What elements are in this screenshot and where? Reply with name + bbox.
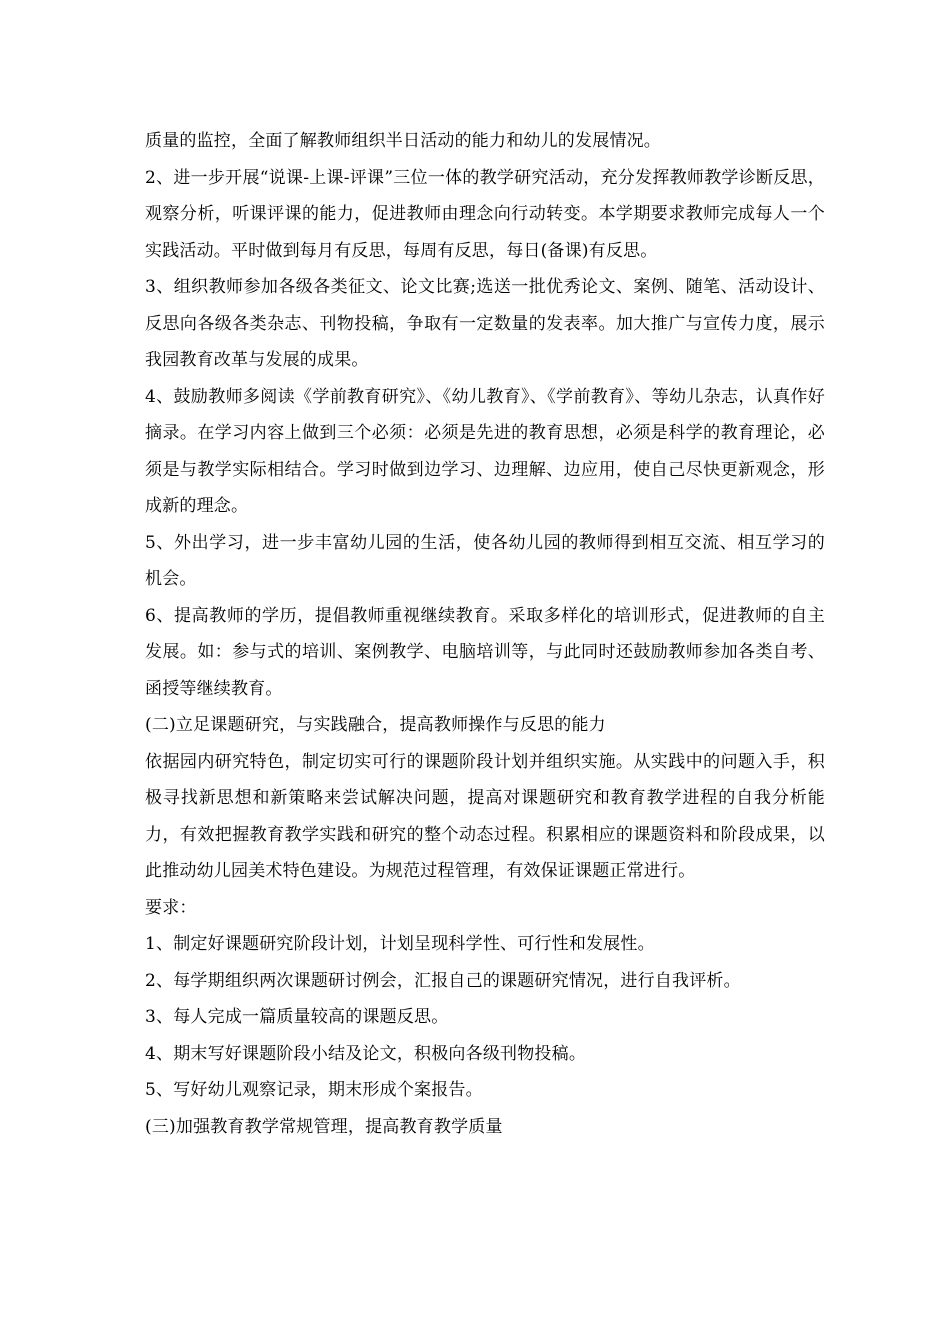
paragraph-3: 3、组织教师参加各级各类征文、论文比赛;选送一批优秀论文、案例、随笔、活动设计、反思向各级各类杂志、刊物投稿，争取有一定数量的发表率。加大推广与宣传力度，展示我园教育改革与发展的成果。 — [145, 277, 825, 370]
requirement-4: 4、期末写好课题阶段小结及论文，积极向各级刊物投稿。 — [145, 1043, 587, 1064]
requirements-label: 要求： — [145, 897, 197, 918]
requirement-3: 3、每人完成一篇质量较高的课题反思。 — [145, 1007, 449, 1027]
section-heading-3: (三)加强教育教学常规管理，提高教育教学质量 — [145, 1116, 503, 1137]
paragraph-2: 2、进一步开展“说课-上课-评课”三位一体的教学研究活动，充分发挥教师教学诊断反思，观察分析，听课评课的能力，促进教师由理念向行动转变。本学期要求教师完成每人一个实践活动。平时做到每月有反思，每周有反思，每日(备课)有反思。 — [145, 167, 825, 261]
requirement-1: 1、制定好课题研究阶段计划，计划呈现科学性、可行性和发展性。 — [145, 934, 655, 954]
paragraph-4: 4、鼓励教师多阅读《学前教育研究》、《幼儿教育》、《学前教育》、等幼儿杂志，认真作好摘录。在学习内容上做到三个必须：必须是先进的教育思想，必须是科学的教育理论，必须是与教学实际相结合。学习时做到边学习、边理解、边应用，使自己尽快更新观念，形成新的理念。 — [145, 386, 825, 516]
requirement-5: 5、写好幼儿观察记录，期末形成个案报告。 — [145, 1080, 483, 1100]
paragraph-7: 依据园内研究特色，制定切实可行的课题阶段计划并组织实施。从实践中的问题入手，积极寻找新思想和新策略来尝试解决问题，提高对课题研究和教育教学进程的自我分析能力，有效把握教育教学实践和研究的整个动态过程。积累相应的课题资料和阶段成果，以此推动幼儿园美术特色建设。为规范过程管理，有效保证课题正常进行。 — [145, 751, 825, 881]
requirement-2: 2、每学期组织两次课题研讨例会，汇报自己的课题研究情况，进行自我评析。 — [145, 970, 741, 991]
paragraph-5: 5、外出学习，进一步丰富幼儿园的生活，使各幼儿园的教师得到相互交流、相互学习的机会。 — [145, 532, 825, 589]
section-heading-2: (二)立足课题研究，与实践融合，提高教师操作与反思的能力 — [145, 715, 606, 735]
paragraph-1: 质量的监控，全面了解教师组织半日活动的能力和幼儿的发展情况。 — [145, 131, 661, 151]
paragraph-6: 6、提高教师的学历，提倡教师重视继续教育。采取多样化的培训形式，促进教师的自主发展。如：参与式的培训、案例教学、电脑培训等，与此同时还鼓励教师参加各类自考、函授等继续教育。 — [145, 605, 825, 699]
document-body — [145, 123, 825, 1145]
